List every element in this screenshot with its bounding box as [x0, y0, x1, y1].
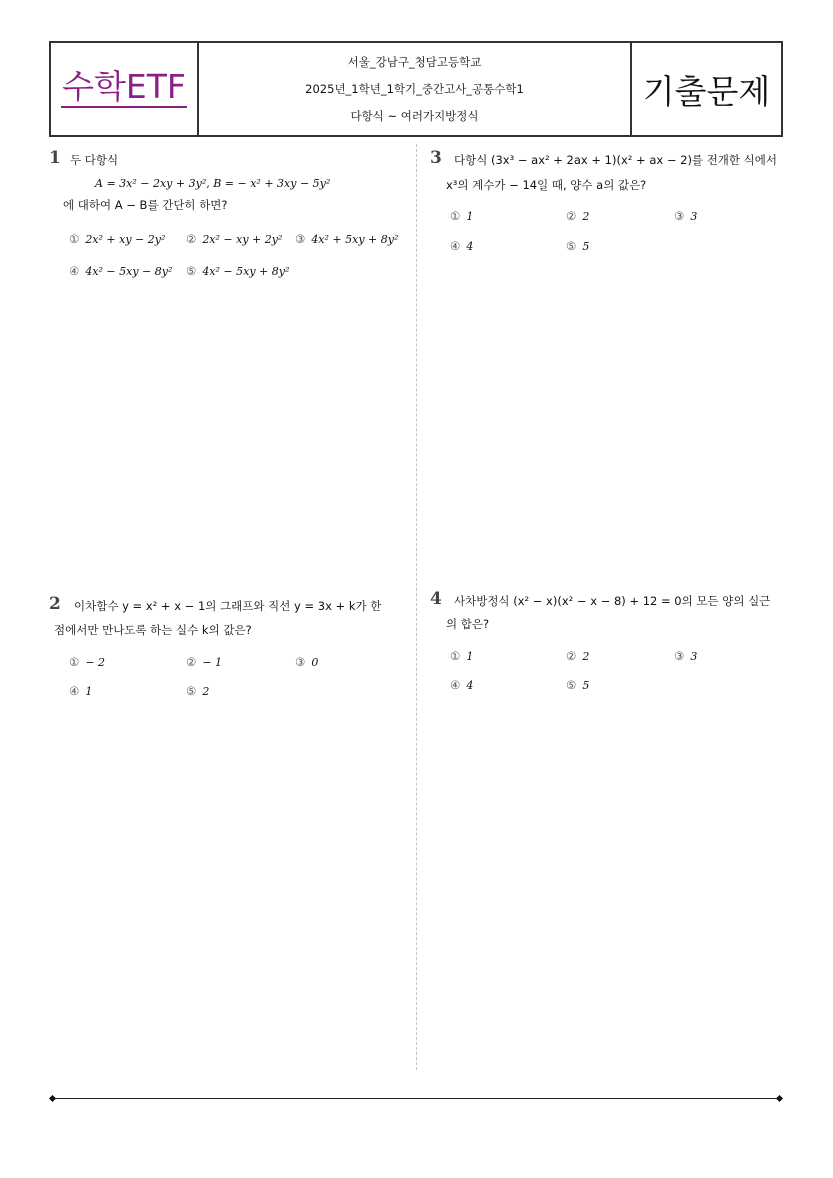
- exam-header: [49, 41, 783, 137]
- option-3[interactable]: ③ 4x² + 5xy + 8y²: [295, 232, 399, 246]
- option-2[interactable]: ② 2: [566, 209, 590, 223]
- question-number: 3: [430, 148, 442, 168]
- option-3[interactable]: ③ 3: [674, 649, 698, 663]
- question-text: x³의 계수가 − 14일 때, 양수 a의 값은?: [446, 178, 647, 192]
- question-text: 에 대하여 A − B를 간단히 하면?: [63, 198, 228, 212]
- option-1[interactable]: ① 1: [450, 209, 474, 223]
- school-name: 서울_강남구_청담고등학교: [347, 55, 482, 70]
- question-text: 이차함수 y = x² + x − 1의 그래프와 직선 y = 3x + k가 한: [74, 599, 382, 613]
- logo-cell: [51, 43, 199, 135]
- exam-info: [199, 43, 630, 135]
- brand-logo: 수학ETF: [62, 67, 186, 107]
- page-title: 기출문제: [630, 43, 781, 135]
- question-formula: A = 3x² − 2xy + 3y², B = − x² + 3xy − 5y²: [95, 177, 331, 190]
- question-number: 4: [430, 589, 442, 609]
- option-4[interactable]: ④ 4x² − 5xy − 8y²: [69, 264, 173, 278]
- question-1: [49, 148, 409, 292]
- option-2[interactable]: ② 2: [566, 649, 590, 663]
- option-4[interactable]: ④ 1: [69, 684, 93, 698]
- column-divider: [416, 144, 417, 1070]
- question-text: 점에서만 만나도록 하는 실수 k의 값은?: [54, 623, 252, 637]
- question-text: 사차방정식 (x² − x)(x² − x − 8) + 12 = 0의 모든 양의 실근: [454, 594, 771, 608]
- question-text: 두 다항식: [70, 153, 119, 167]
- question-3: [430, 148, 780, 262]
- option-3[interactable]: ③ 0: [295, 655, 319, 669]
- footer-diamond-left: [49, 1095, 56, 1102]
- option-4[interactable]: ④ 4: [450, 239, 474, 253]
- footer-rule: [53, 1098, 780, 1099]
- question-4: [430, 589, 780, 703]
- question-number: 2: [49, 594, 61, 614]
- option-2[interactable]: ② − 1: [186, 655, 223, 669]
- option-5[interactable]: ⑤ 5: [566, 239, 590, 253]
- question-text: 다항식 (3x³ − ax² + 2ax + 1)(x² + ax − 2)를 전개한 식에서: [454, 153, 778, 167]
- option-4[interactable]: ④ 4: [450, 678, 474, 692]
- option-1[interactable]: ① − 2: [69, 655, 106, 669]
- exam-range: 다항식 ~ 여러가지방정식: [350, 108, 479, 123]
- option-2[interactable]: ② 2x² − xy + 2y²: [186, 232, 283, 246]
- exam-name: 2025년_1학년_1학기_중간고사_공통수학1: [305, 81, 524, 96]
- question-number: 1: [49, 148, 61, 168]
- footer-diamond-right: [776, 1095, 783, 1102]
- option-1[interactable]: ① 2x² + xy − 2y²: [69, 232, 166, 246]
- question-2: [49, 594, 409, 708]
- question-text: 의 합은?: [446, 617, 490, 631]
- option-3[interactable]: ③ 3: [674, 209, 698, 223]
- option-1[interactable]: ① 1: [450, 649, 474, 663]
- option-5[interactable]: ⑤ 5: [566, 678, 590, 692]
- option-5[interactable]: ⑤ 4x² − 5xy + 8y²: [186, 264, 290, 278]
- option-5[interactable]: ⑤ 2: [186, 684, 210, 698]
